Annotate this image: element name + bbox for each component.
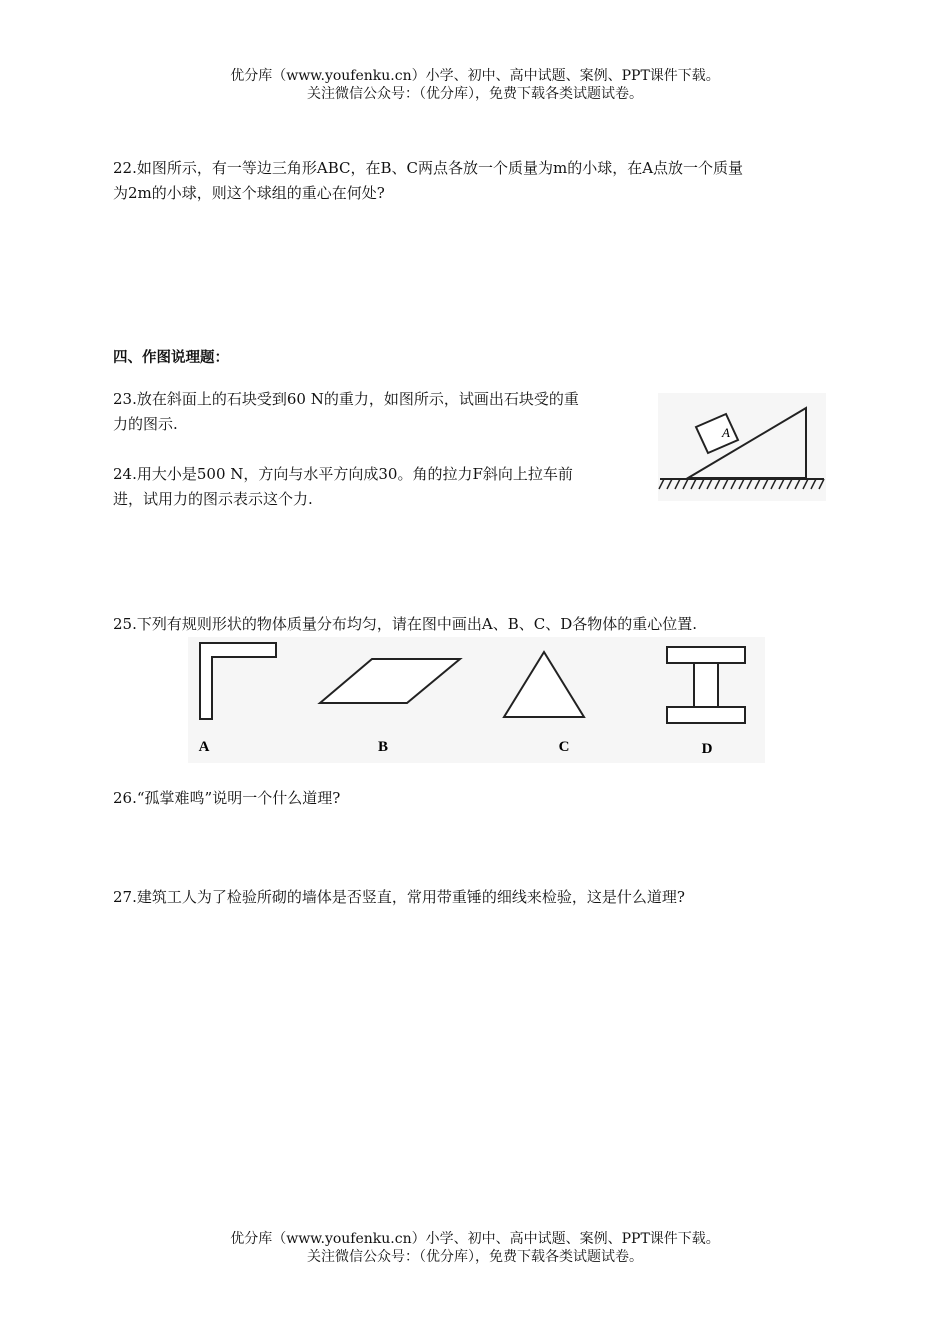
shape-b-label: B (377, 739, 389, 755)
header-line-1: 优分库（www.youfenku.cn）小学、初中、高中试题、案例、PPT课件下载。 (230, 68, 720, 84)
incline-diagram (658, 393, 826, 501)
stone-block (696, 414, 738, 453)
shapes-diagram (188, 637, 765, 763)
question-22-line-2: 为2m的小球，则这个球组的重心在何处? (113, 184, 385, 202)
question-24-line-2: 进，试用力的图示表示这个力. (113, 490, 313, 508)
incline-figure (658, 393, 826, 501)
question-25: 25.下列有规则形状的物体质量分布均匀，请在图中画出A、B、C、D各物体的重心位置. (113, 615, 697, 633)
shape-c-triangle (504, 652, 584, 717)
header-line-2: 关注微信公众号：（优分库），免费下载各类试题试卷。 (307, 86, 643, 102)
shape-b-parallelogram (320, 659, 460, 703)
question-24 (113, 462, 573, 512)
page-header (0, 67, 950, 103)
question-27: 27.建筑工人为了检验所砌的墙体是否竖直，常用带重锤的细线来检验，这是什么道理? (113, 888, 685, 906)
shapes-figure (188, 637, 765, 763)
question-24-line-1: 24.用大小是500 N，方向与水平方向成30。角的拉力F斜向上拉车前 (113, 465, 573, 483)
shape-d-i-beam (667, 647, 745, 723)
shape-d-label: D (701, 741, 713, 757)
section-heading: 四、作图说理题： (113, 349, 229, 366)
footer-line-2: 关注微信公众号：（优分库），免费下载各类试题试卷。 (307, 1249, 643, 1265)
question-22 (113, 156, 743, 206)
footer-line-1: 优分库（www.youfenku.cn）小学、初中、高中试题、案例、PPT课件下载。 (230, 1231, 720, 1247)
shape-c-label: C (558, 739, 570, 755)
question-23-line-2: 力的图示. (113, 415, 178, 433)
ground-hatching (659, 479, 824, 489)
page-footer (0, 1230, 950, 1266)
shape-a-label: A (198, 739, 210, 755)
stone-block-label: A (722, 425, 730, 440)
question-22-line-1: 22.如图所示，有一等边三角形ABC，在B、C两点各放一个质量为m的小球，在A点放一个质量 (113, 159, 744, 177)
question-23-line-1: 23.放在斜面上的石块受到60 N的重力，如图所示，试画出石块受的重 (113, 390, 579, 408)
question-23 (113, 387, 579, 437)
shape-a-l-bracket (200, 643, 276, 719)
question-26: 26.“孤掌难鸣”说明一个什么道理? (113, 789, 341, 807)
